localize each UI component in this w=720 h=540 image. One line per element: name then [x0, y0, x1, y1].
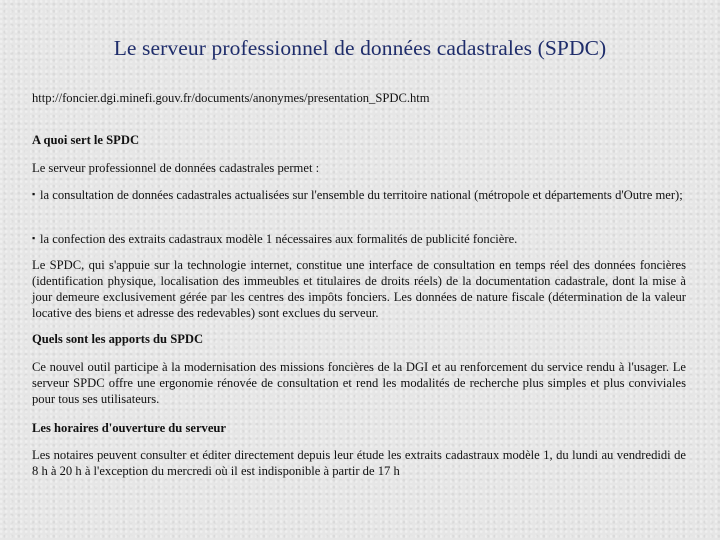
section-heading-purpose: A quoi sert le SPDC	[32, 133, 140, 147]
bullet-item	[32, 230, 686, 247]
bullet-text: la consultation de données cadastrales actualisées sur l'ensemble du territoire national (métropole et départements d'Outre mer);	[40, 188, 683, 202]
paragraph-hours: Les notaires peuvent consulter et éditer directement depuis leur étude les extraits cadastraux modèle 1, du lundi au vendredidi de 8 h à 20 h à l'exception du mercredi où il est indisponible à partir de 17 h	[32, 448, 686, 478]
paragraph-technology: Le SPDC, qui s'appuie sur la technologie internet, constitue une interface de consultation en temps réel des données foncières (identification physique, localisation des immeubles et titulaires de droits réels) de la documentation cadastrale, dont la mise à jour demeure exclusivement gérée par les centres des impôts fonciers. Les données de nature fiscale (détermination de la valeur locative des biens et adresse des redevables) sont exclues du serveur.	[32, 258, 686, 320]
bullet-icon: ▪	[32, 189, 36, 199]
intro-text: Le serveur professionnel de données cadastrales permet :	[32, 161, 320, 175]
section-heading-benefits: Quels sont les apports du SPDC	[32, 332, 204, 346]
section-heading-hours: Les horaires d'ouverture du serveur	[32, 421, 227, 435]
bullet-item	[32, 186, 686, 203]
slide-title: Le serveur professionnel de données cadastrales (SPDC)	[113, 36, 607, 60]
bullet-text: la confection des extraits cadastraux modèle 1 nécessaires aux formalités de publicité foncière.	[40, 232, 518, 246]
bullet-icon: ▪	[32, 233, 36, 243]
paragraph-benefits: Ce nouvel outil participe à la modernisation des missions foncières de la DGI et au renforcement du service rendu à l'usager. Le serveur SPDC offre une ergonomie rénovée de consultation et rend les modalités de recherche plus simples et plus conviviales pour tous ses utilisateurs.	[32, 360, 686, 406]
source-url: http://foncier.dgi.minefi.gouv.fr/documents/anonymes/presentation_SPDC.htm	[32, 91, 430, 105]
